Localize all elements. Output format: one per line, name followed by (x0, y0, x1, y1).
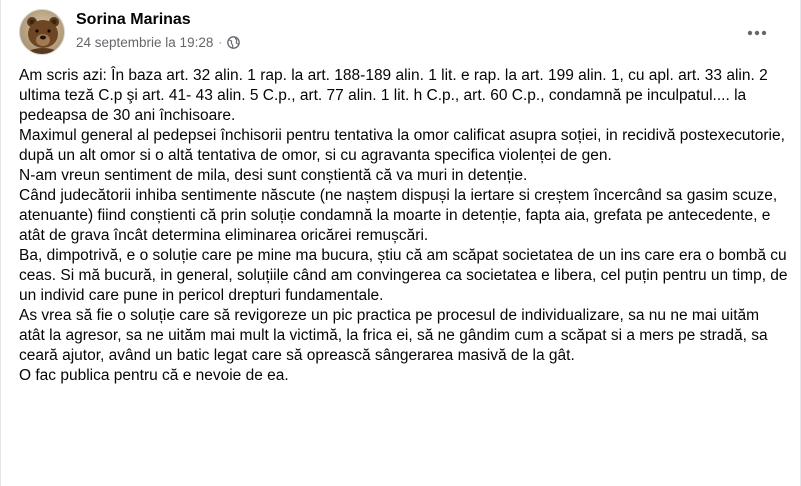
avatar-bear-photo (20, 10, 65, 55)
post-paragraph: Ba, dimpotrivă, e o soluție care pe mine ma bucura, știu că am scăpat societatea de un ins care era o bombă cu ceas. Si mă bucură, in general, soluțiile când am convingerea ca societatea e libera, cel puțin pentru un timp, de un individ care pune in pericol drepturi fundamentale. (19, 247, 788, 304)
more-horizontal-icon (747, 30, 767, 36)
globe-icon[interactable] (227, 36, 240, 49)
post-body (19, 66, 789, 386)
author-name[interactable]: Sorina Marinas (76, 11, 191, 28)
post-paragraph: Am scris azi: În baza art. 32 alin. 1 rap. la art. 188-189 alin. 1 lit. e rap. la art. 199 alin. 1, cu apl. art. 33 alin. 2 ultima teză C.p şi art. 41- 43 alin. 5 C.p., art. 77 alin. 1 lit. h C.p., art. 60 C.p., condamnă pe inculpatul.... la pedeapsa de 30 ani închisoare. (19, 67, 768, 124)
post-timestamp[interactable]: 24 septembrie la 19:28 (76, 35, 214, 50)
meta-separator: · (218, 36, 223, 49)
post-paragraph: Când judecătorii inhiba sentimente născute (ne naștem dispuși la iertare si creștem încercând sa gasim scuze, atenuante) fiind conștienti că prin soluție condamnă la moarte in detenție, fapta aia, grefata pe antecedente, e atât de grava încât determina eliminarea oricărei remușcări. (19, 187, 778, 244)
author-avatar[interactable] (19, 9, 65, 55)
post-paragraph: N-am vreun sentiment de mila, desi sunt conștientă că va muri in detenție. (19, 167, 528, 184)
post-paragraph: Maximul general al pedepsei închisorii pentru tentativa la omor calificat asupra soției, in recidivă postexecutorie, după un alt omor si o altă tentativa de omor, si cu agravanta specifica violenței de gen. (19, 127, 785, 164)
post-meta (76, 35, 240, 50)
post-paragraph: As vrea să fie o soluție care să revigoreze un pic practica pe procesul de individualizare, sa nu ne mai uităm atât la agresor, sa ne uităm mai mult la victimă, la frica ei, să ne gândim cum a scăpat si a mers pe stradă, sa ceară ajutor, având un batic legat care să oprească sângerarea masivă de la gât. (19, 307, 768, 364)
post-header (19, 9, 789, 55)
post-paragraph: O fac publica pentru că e nevoie de ea. (19, 367, 289, 384)
more-options-button[interactable] (741, 17, 773, 49)
